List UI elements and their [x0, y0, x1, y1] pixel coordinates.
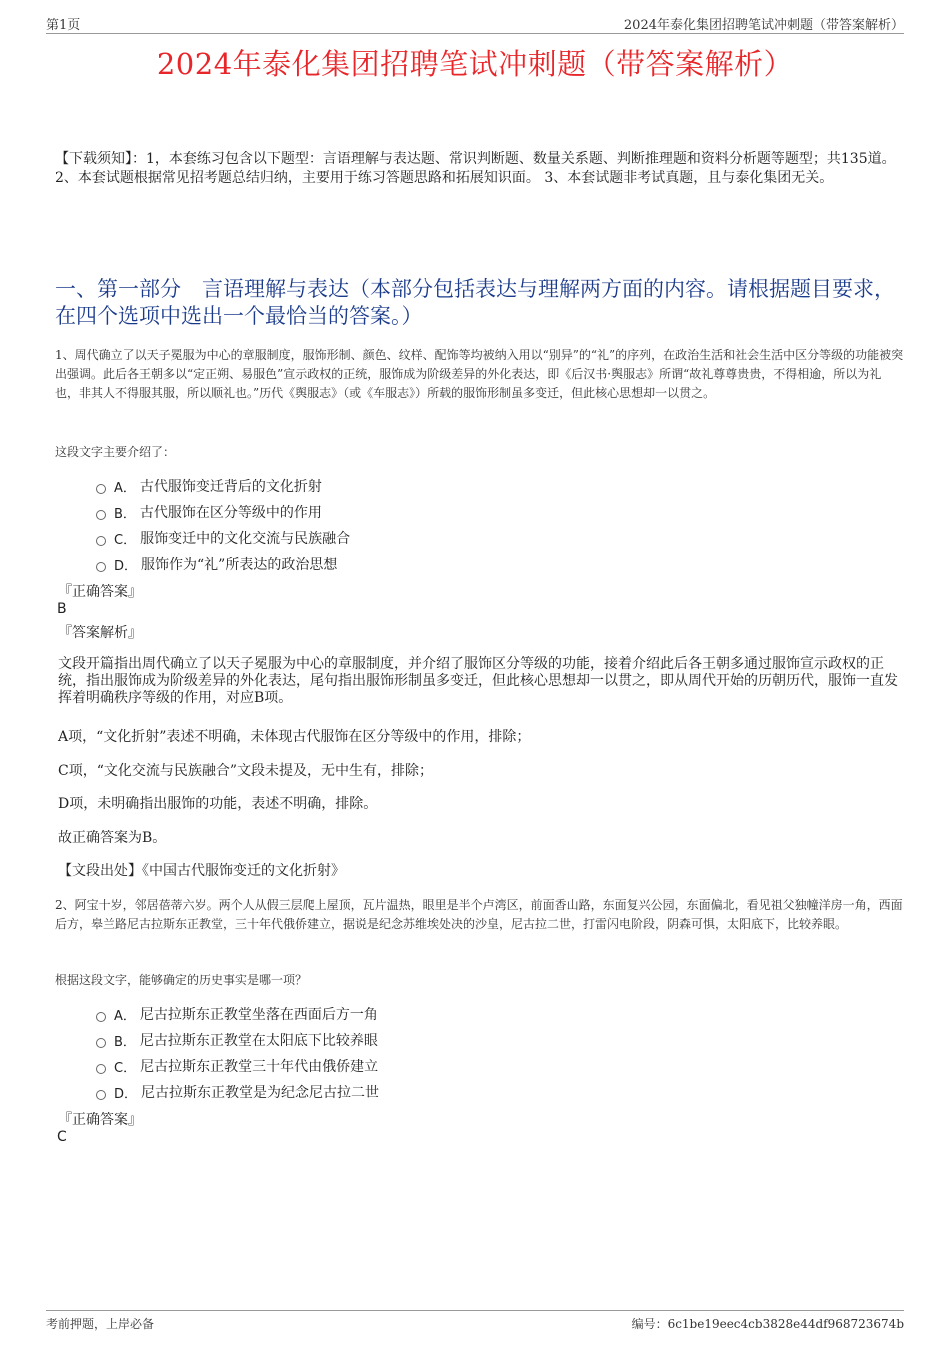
- q2-option-a[interactable]: [96, 1004, 378, 1024]
- q2-option-d[interactable]: [96, 1082, 379, 1102]
- radio-icon[interactable]: [96, 510, 106, 520]
- q1-analysis-d: D项，未明确指出服饰的功能，表述不明确，排除。: [58, 796, 378, 812]
- option-letter: C．: [114, 1060, 137, 1076]
- option-letter: A．: [114, 1008, 136, 1024]
- option-letter: D．: [114, 1086, 138, 1102]
- option-text: 尼古拉斯东正教堂三十年代由俄侨建立: [140, 1059, 379, 1075]
- footer-slogan: 考前押题，上岸必备: [46, 1317, 155, 1331]
- radio-icon[interactable]: [96, 1012, 106, 1022]
- footer-divider: [46, 1310, 904, 1311]
- option-letter: D．: [114, 558, 138, 574]
- q1-answer: B: [57, 601, 67, 617]
- option-letter: A．: [114, 480, 136, 496]
- page-title: 2024年泰化集团招聘笔试冲刺题（带答案解析）: [156, 47, 794, 81]
- q1-source: 【文段出处】《中国古代服饰变迁的文化折射》: [58, 863, 345, 879]
- radio-icon[interactable]: [96, 536, 106, 546]
- q1-option-a[interactable]: [96, 476, 322, 496]
- question-2-prompt: 根据这段文字，能够确定的历史事实是哪一项？: [55, 973, 308, 987]
- option-text: 服饰作为“礼”所表达的政治思想: [141, 557, 338, 573]
- page-number: 第1页: [46, 18, 81, 33]
- footer-doc-id: 编号：6c1be19eec4cb3828e44df968723674b: [631, 1317, 904, 1331]
- radio-icon[interactable]: [96, 1038, 106, 1048]
- analysis-label: 『答案解析』: [58, 625, 142, 641]
- q2-option-b[interactable]: [96, 1030, 378, 1050]
- radio-icon[interactable]: [96, 562, 106, 572]
- radio-icon[interactable]: [96, 484, 106, 494]
- header-divider: [46, 33, 904, 34]
- option-text: 尼古拉斯东正教堂坐落在西面后方一角: [139, 1007, 378, 1023]
- option-text: 尼古拉斯东正教堂是为纪念尼古拉二世: [141, 1085, 380, 1101]
- option-text: 服饰变迁中的文化交流与民族融合: [140, 531, 351, 547]
- question-1-prompt: 这段文字主要介绍了：: [55, 445, 176, 459]
- option-text: 古代服饰在区分等级中的作用: [139, 505, 322, 521]
- option-text: 尼古拉斯东正教堂在太阳底下比较养眼: [139, 1033, 378, 1049]
- option-text: 古代服饰变迁背后的文化折射: [139, 479, 322, 495]
- option-letter: C．: [114, 532, 137, 548]
- option-letter: B．: [114, 506, 136, 522]
- correct-answer-label: 『正确答案』: [58, 1112, 142, 1128]
- q1-option-c[interactable]: [96, 528, 350, 548]
- q1-conclusion: 故正确答案为B。: [58, 830, 167, 846]
- q1-option-d[interactable]: [96, 554, 337, 574]
- header-doc-title: 2024年泰化集团招聘笔试冲刺题（带答案解析）: [623, 18, 904, 33]
- correct-answer-label: 『正确答案』: [58, 584, 142, 600]
- section-title: 一、第一部分 言语理解与表达（本部分包括表达与理解两方面的内容。请根据题目要求，在四个选项中选出一个最恰当的答案。）: [55, 277, 895, 328]
- question-2-text: 2、阿宝十岁，邻居蓓蒂六岁。两个人从假三层爬上屋顶，瓦片温热，眼里是半个卢湾区，前面香山路，东面复兴公园，东面偏北，看见祖父独幢洋房一角，西面后方，皋兰路尼古拉斯东正教堂，三十年代俄侨建立，据说是纪念苏维埃处决的沙皇，尼古拉二世，打雷闪电阶段，阴森可惧，太阳底下，比较养眼。: [55, 898, 903, 931]
- download-notice: 【下载须知】：1，本套练习包含以下题型：言语理解与表达题、常识判断题、数量关系题、判断推理题和资料分析题等题型；共135道。 2、本套试题根据常见招考题总结归纳，主要用于练习答题思路和拓展知识面。 3、本套试题非考试真题，且与泰化集团无关。: [55, 151, 896, 186]
- q1-analysis: 文段开篇指出周代确立了以天子冕服为中心的章服制度，并介绍了服饰区分等级的功能，接着介绍此后各王朝多通过服饰宣示政权的正统，指出服饰成为阶级差异的外化表达，尾句指出服饰形制虽多变迁，但此核心思想却一以贯之，即从周代开始的历朝历代，服饰一直发挥着明确秩序等级的作用，对应B项。: [58, 656, 898, 706]
- q1-option-b[interactable]: [96, 502, 322, 522]
- radio-icon[interactable]: [96, 1090, 106, 1100]
- q2-answer: C: [57, 1129, 67, 1145]
- radio-icon[interactable]: [96, 1064, 106, 1074]
- option-letter: B．: [114, 1034, 136, 1050]
- question-1-text: 1、周代确立了以天子冕服为中心的章服制度，服饰形制、颜色、纹样、配饰等均被纳入用以“别异”的“礼”的序列，在政治生活和社会生活中区分等级的功能被突出强调。此后各王朝多以“定正朔、易服色”宣示政权的正统，服饰成为阶级差异的外化表达，即《后汉书·舆服志》所谓“故礼尊尊贵贵，不得相逾，所以为礼也，非其人不得服其服，所以顺礼也。”历代《舆服志》（或《车服志》）所载的服饰形制虽多变迁，但此核心思想却一以贯之。: [55, 348, 904, 400]
- q1-analysis-a: A项，“文化折射”表述不明确，未体现古代服饰在区分等级中的作用，排除；: [58, 729, 531, 745]
- q2-option-c[interactable]: [96, 1056, 378, 1076]
- q1-analysis-c: C项，“文化交流与民族融合”文段未提及，无中生有，排除；: [58, 763, 434, 779]
